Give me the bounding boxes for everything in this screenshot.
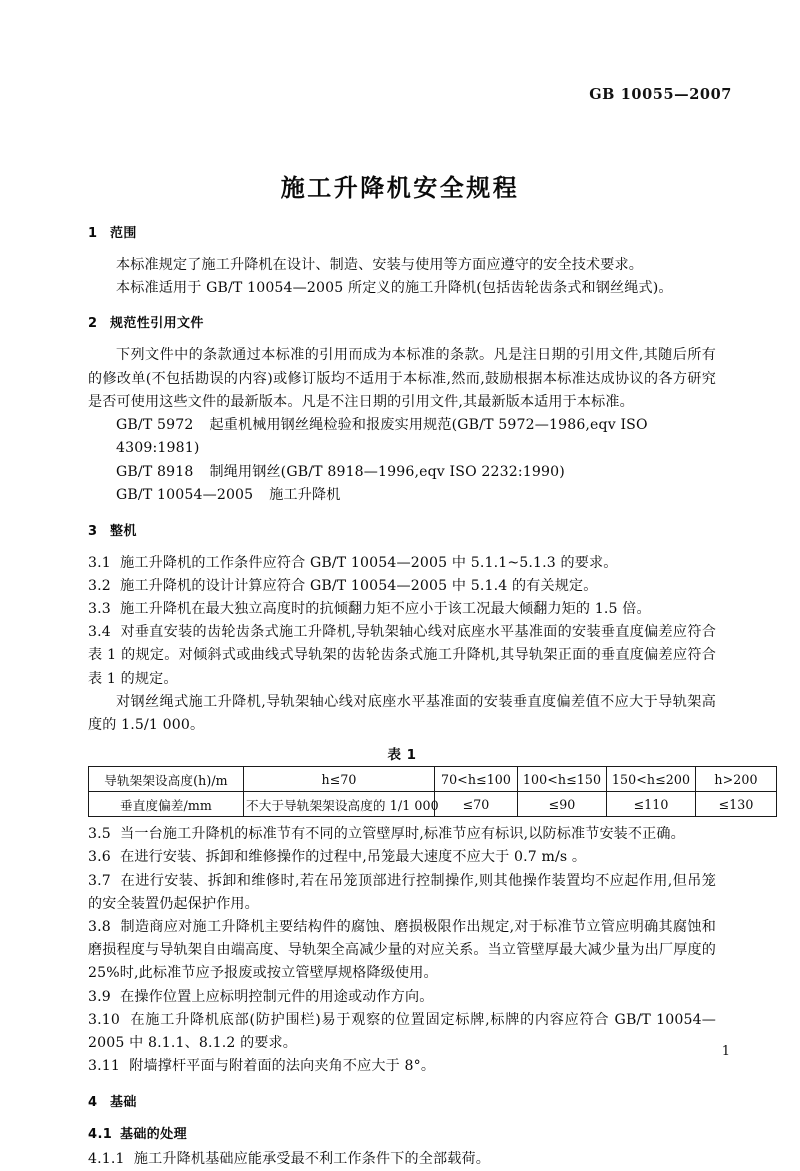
section-number-3: 3 xyxy=(88,523,98,539)
normative-reference-item xyxy=(88,414,716,461)
section-heading-4-1 xyxy=(88,1123,716,1142)
section-heading-4 xyxy=(88,1091,716,1110)
clause-text: 施工升降机的工作条件应符合 GB/T 10054—2005 中 5.1.1~5.1.3 的要求。 xyxy=(120,554,618,571)
table-row xyxy=(89,792,777,817)
section-2-paragraph-1: 下列文件中的条款通过本标准的引用而成为本标准的条款。凡是注日期的引用文件,其随后所有的修改单(不包括勘误的内容)或修订版均不适用于本标准,然而,鼓励根据本标准达成协议的各方研究是否可使用这些文件的最新版本。凡是不注日期的引用文件,其最新版本适用于本标准。 xyxy=(88,347,716,410)
clause-text: 在施工升降机底部(防护围栏)易于观察的位置固定标牌,标牌的内容应符合 GB/T 10054—2005 中 8.1.1、8.1.2 的要求。 xyxy=(88,1011,716,1052)
page-number: 1 xyxy=(721,1044,730,1059)
section-number-2: 2 xyxy=(88,316,98,332)
clause-text: 当一台施工升降机的标准节有不同的立管壁厚时,标准节应有标识,以防标准节安装不正确。 xyxy=(120,826,685,843)
clause-3-11 xyxy=(88,1055,716,1078)
clause-3-5 xyxy=(88,823,716,846)
reference-title: 起重机械用钢丝绳检验和报废实用规范(GB/T 5972—1986,eqv ISO 4309:1981) xyxy=(116,417,648,457)
table-cell: ≤130 xyxy=(696,792,777,817)
clause-number: 3.10 xyxy=(88,1011,120,1028)
clause-text: 附墙撑杆平面与附着面的法向夹角不应大于 8°。 xyxy=(129,1058,436,1075)
table-cell: 不大于导轨架架设高度的 1/1 000 xyxy=(244,792,435,817)
section-heading-2 xyxy=(88,312,716,331)
clause-3-7 xyxy=(88,870,716,916)
standard-code-header: GB 10055—2007 xyxy=(589,86,732,103)
table-cell: 100<h≤150 xyxy=(518,767,607,792)
clause-3-1 xyxy=(88,552,716,575)
table-cell: ≤110 xyxy=(607,792,696,817)
clause-text: 在操作位置上应标明控制元件的用途或动作方向。 xyxy=(120,988,434,1005)
clause-number: 3.3 xyxy=(88,601,111,618)
section-title-4-1: 基础的处理 xyxy=(120,1126,188,1142)
clause-4-1-1 xyxy=(88,1148,716,1171)
table-cell: 150<h≤200 xyxy=(607,767,696,792)
table-cell: ≤90 xyxy=(518,792,607,817)
clause-number: 3.11 xyxy=(88,1058,120,1075)
section-1-paragraph-1: 本标准规定了施工升降机在设计、制造、安装与使用等方面应遵守的安全技术要求。 xyxy=(116,257,644,273)
clause-number: 3.6 xyxy=(88,849,111,866)
clause-3-9 xyxy=(88,986,716,1009)
table-cell: h≤70 xyxy=(244,767,435,792)
clause-number: 4.1.1 xyxy=(88,1150,125,1167)
clause-number: 3.8 xyxy=(88,919,111,936)
clause-3-10 xyxy=(88,1009,716,1055)
clause-3-2 xyxy=(88,575,716,598)
reference-code: GB/T 10054—2005 xyxy=(116,487,254,504)
clause-text: 在进行安装、拆卸和维修操作的过程中,吊笼最大速度不应大于 0.7 m/s 。 xyxy=(120,849,587,866)
table-cell: 70<h≤100 xyxy=(435,767,518,792)
clause-number: 3.1 xyxy=(88,554,111,571)
table-cell: ≤70 xyxy=(435,792,518,817)
table-row-label: 导轨架架设高度(h)/m xyxy=(89,767,244,792)
section-number-1: 1 xyxy=(88,226,98,241)
section-title-3: 整机 xyxy=(110,523,137,539)
table-cell: h>200 xyxy=(696,767,777,792)
section-title-1: 范围 xyxy=(110,226,137,241)
clause-3-6 xyxy=(88,846,716,869)
section-number-4: 4 xyxy=(88,1094,98,1110)
clause-number: 3.4 xyxy=(88,624,111,641)
clause-3-8 xyxy=(88,916,716,986)
section-1-paragraph-2: 本标准适用于 GB/T 10054—2005 所定义的施工升降机(包括齿轮齿条式和钢丝绳式)。 xyxy=(116,280,673,297)
section-heading-3 xyxy=(88,520,716,539)
clause-text: 施工升降机的设计计算应符合 GB/T 10054—2005 中 5.1.4 的有关规定。 xyxy=(120,577,598,594)
table-1 xyxy=(88,766,777,817)
clause-3-4 xyxy=(88,621,716,691)
section-number-4-1: 4.1 xyxy=(88,1126,113,1142)
reference-title: 制绳用钢丝(GB/T 8918—1996,eqv ISO 2232:1990) xyxy=(209,463,565,480)
clause-3-3 xyxy=(88,598,716,621)
clause-number: 3.5 xyxy=(88,826,111,843)
clause-text: 施工升降机基础应能承受最不利工作条件下的全部载荷。 xyxy=(133,1150,490,1167)
normative-reference-item xyxy=(88,461,716,484)
section-title-4: 基础 xyxy=(110,1094,137,1110)
clause-3-4-continuation: 对钢丝绳式施工升降机,导轨架轴心线对底座水平基准面的安装垂直度偏差值不应大于导轨架高度的 1.5/1 000。 xyxy=(88,693,716,734)
clause-text: 施工升降机在最大独立高度时的抗倾翻力矩不应小于该工况最大倾翻力矩的 1.5 倍。 xyxy=(120,601,651,618)
clause-number: 3.2 xyxy=(88,577,111,594)
table-1-container xyxy=(88,743,758,817)
clause-text: 对垂直安装的齿轮齿条式施工升降机,导轨架轴心线对底座水平基准面的安装垂直度偏差应符合表 1 的规定。对倾斜式或曲线式导轨架的齿轮齿条式施工升降机,其导轨架正面的垂直度偏差应符合表 1 的规定。 xyxy=(88,624,717,687)
page-title: 施工升降机安全规程 xyxy=(280,174,520,203)
table-row-label: 垂直度偏差/mm xyxy=(89,792,244,817)
reference-title: 施工升降机 xyxy=(269,487,341,504)
section-title-2: 规范性引用文件 xyxy=(110,316,204,332)
clause-text: 制造商应对施工升降机主要结构件的腐蚀、磨损极限作出规定,对于标准节立管应明确其腐蚀和磨损程度与导轨架自由端高度、导轨架全高减少量的对应关系。当立管壁厚最大减少量为出厂厚度的 25%时,此标准节应予报废或按立管壁厚规格降级使用。 xyxy=(88,919,717,982)
reference-code: GB/T 5972 xyxy=(116,417,194,434)
clause-text: 在进行安装、拆卸和维修时,若在吊笼顶部进行控制操作,则其他操作装置均不应起作用,但吊笼的安全装置仍起保护作用。 xyxy=(88,872,717,912)
section-heading-1 xyxy=(88,222,716,241)
table-1-caption: 表 1 xyxy=(387,747,417,764)
normative-reference-item xyxy=(88,484,716,507)
document-body xyxy=(88,222,758,1171)
clause-number: 3.7 xyxy=(88,872,111,889)
clause-number: 3.9 xyxy=(88,988,111,1005)
reference-code: GB/T 8918 xyxy=(116,463,194,480)
table-row xyxy=(89,767,777,792)
